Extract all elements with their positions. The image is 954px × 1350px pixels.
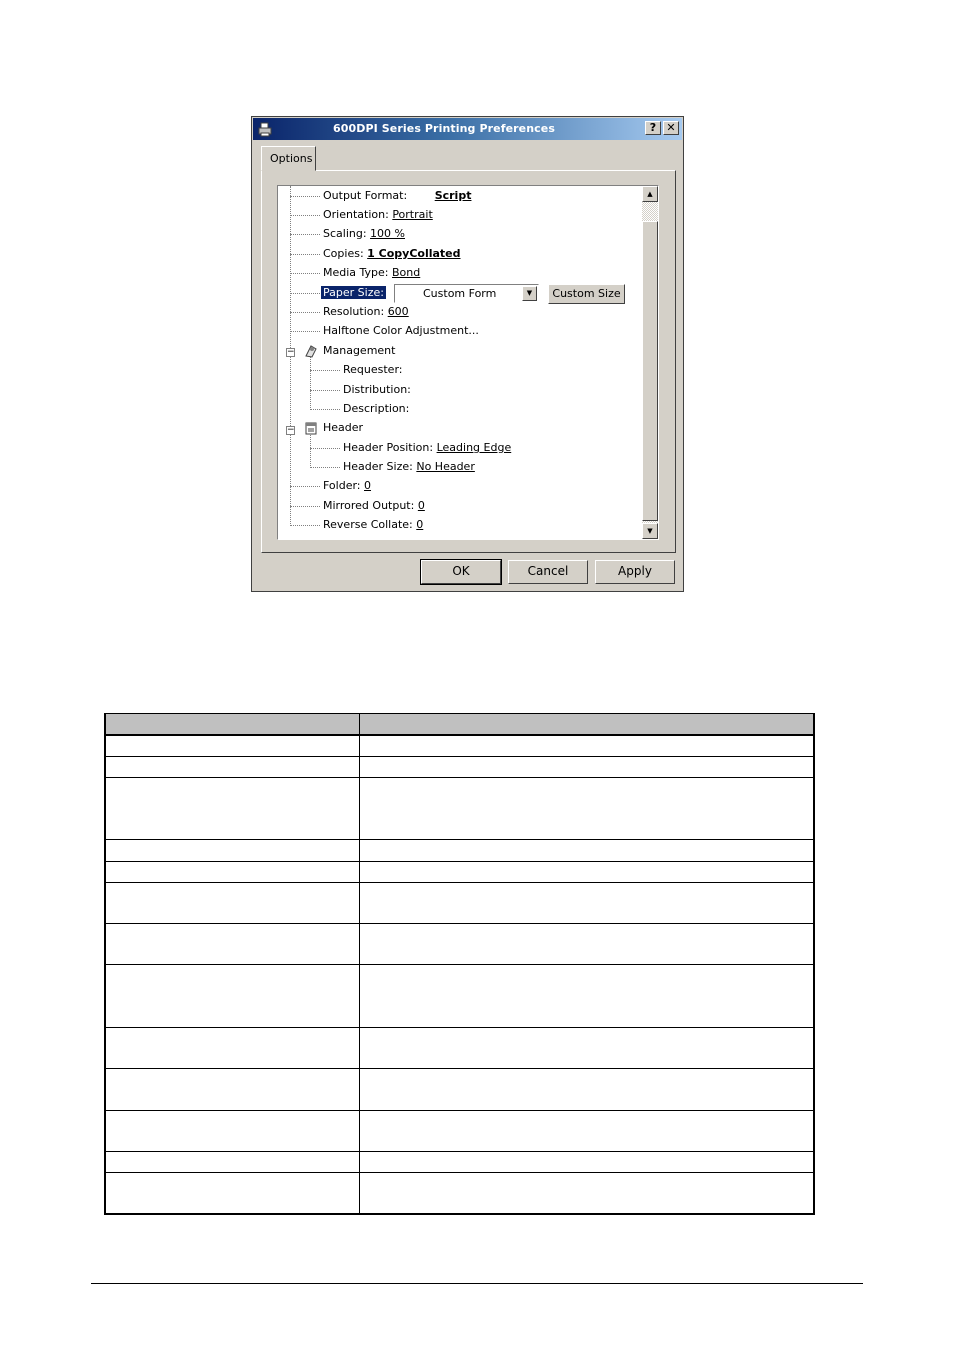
table-cell xyxy=(359,777,814,839)
tree-item-requester[interactable]: Requester: xyxy=(343,363,403,376)
table-row xyxy=(105,840,814,861)
table-cell xyxy=(105,924,359,965)
tree-line xyxy=(290,506,320,507)
chevron-down-icon[interactable]: ▼ xyxy=(522,286,537,301)
scroll-up-icon[interactable]: ▲ xyxy=(642,186,658,202)
table-cell xyxy=(359,1027,814,1068)
dialog-title: 600DPI Series Printing Preferences xyxy=(333,122,555,135)
table-cell xyxy=(105,882,359,923)
header-position-value[interactable]: Leading Edge xyxy=(436,441,512,454)
custom-size-button[interactable]: Custom Size xyxy=(548,284,625,304)
table-header-cell xyxy=(359,714,814,736)
tree-item-copies[interactable]: Copies: 1 CopyCollated xyxy=(323,247,461,260)
tree-item-header[interactable]: Header xyxy=(323,421,364,434)
table-cell xyxy=(105,777,359,839)
table-cell xyxy=(105,965,359,1027)
scroll-thumb[interactable] xyxy=(642,221,658,521)
paper-size-dropdown[interactable] xyxy=(394,284,539,303)
tree-line xyxy=(290,273,320,274)
tree-item-header-size[interactable]: Header Size: No Header xyxy=(343,460,475,473)
table-header-cell xyxy=(105,714,359,736)
resolution-value[interactable]: 600 xyxy=(387,305,409,318)
table-cell xyxy=(105,840,359,861)
tree-line xyxy=(290,215,320,216)
options-tree-view[interactable] xyxy=(277,185,659,540)
paper-size-label: Paper Size: xyxy=(323,286,384,299)
header-size-value[interactable]: No Header xyxy=(416,460,475,473)
tree-item-paper-size[interactable] xyxy=(321,286,386,300)
table-cell xyxy=(359,1069,814,1110)
orientation-value[interactable]: Portrait xyxy=(392,208,433,221)
tree-line xyxy=(310,409,340,410)
tree-item-header-position[interactable]: Header Position: Leading Edge xyxy=(343,441,512,454)
tree-line xyxy=(310,435,311,468)
table-row xyxy=(105,965,814,1027)
table-cell xyxy=(105,1151,359,1172)
table-row xyxy=(105,735,814,756)
tab-options-label: Options xyxy=(270,152,313,165)
tree-item-reverse-collate[interactable]: Reverse Collate: 0 xyxy=(323,518,424,531)
table-cell xyxy=(105,1069,359,1110)
table-cell xyxy=(105,1173,359,1214)
table-cell xyxy=(105,1027,359,1068)
title-bar[interactable] xyxy=(253,118,682,140)
scaling-value[interactable]: 100 % xyxy=(370,227,405,240)
close-button[interactable]: ✕ xyxy=(663,121,679,135)
table-row xyxy=(105,924,814,965)
tree-line xyxy=(290,293,320,294)
table-cell xyxy=(105,756,359,777)
scroll-down-icon[interactable]: ▼ xyxy=(642,523,658,539)
tree-line xyxy=(290,331,320,332)
table-row xyxy=(105,1069,814,1110)
table-row xyxy=(105,1173,814,1214)
management-icon xyxy=(303,343,319,359)
table-header-row xyxy=(105,714,814,736)
tree-line xyxy=(310,370,340,371)
copies-value[interactable]: 1 CopyCollated xyxy=(367,247,461,260)
table-cell xyxy=(105,861,359,882)
table-cell xyxy=(359,1151,814,1172)
tree-line xyxy=(310,357,311,410)
tree-line xyxy=(290,254,320,255)
tree-item-folder[interactable]: Folder: 0 xyxy=(323,479,372,492)
table-row xyxy=(105,1027,814,1068)
table-cell xyxy=(359,965,814,1027)
tree-item-description[interactable]: Description: xyxy=(343,402,410,415)
table-cell xyxy=(359,882,814,923)
table-row xyxy=(105,777,814,839)
folder-value[interactable]: 0 xyxy=(364,479,372,492)
media-type-value[interactable]: Bond xyxy=(392,266,421,279)
tree-line xyxy=(290,486,320,487)
tree-item-resolution[interactable]: Resolution: 600 xyxy=(323,305,409,318)
tree-item-mirrored-output[interactable]: Mirrored Output: 0 xyxy=(323,499,425,512)
table-row xyxy=(105,1110,814,1151)
printer-icon xyxy=(257,121,273,137)
tree-item-orientation[interactable]: Orientation: Portrait xyxy=(323,208,433,221)
table-cell xyxy=(359,861,814,882)
tree-line xyxy=(290,312,320,313)
collapse-header-icon[interactable]: − xyxy=(287,425,295,435)
tree-item-distribution[interactable]: Distribution: xyxy=(343,383,411,396)
collapse-management-icon[interactable]: − xyxy=(287,347,295,357)
table-row xyxy=(105,861,814,882)
apply-button[interactable]: Apply xyxy=(595,560,675,584)
vertical-scrollbar[interactable] xyxy=(642,186,658,539)
table-cell xyxy=(359,924,814,965)
table-row xyxy=(105,882,814,923)
tree-content xyxy=(278,186,642,539)
tree-item-media-type[interactable]: Media Type: Bond xyxy=(323,266,421,279)
help-button[interactable]: ? xyxy=(645,121,661,135)
header-page-icon xyxy=(303,420,319,436)
mirrored-output-value[interactable]: 0 xyxy=(417,499,425,512)
table-cell xyxy=(359,840,814,861)
tree-item-output-format[interactable]: Output Format: Script xyxy=(323,189,472,202)
tree-item-management[interactable]: Management xyxy=(323,344,396,357)
tree-line xyxy=(310,390,340,391)
tree-line xyxy=(290,196,320,197)
tree-line xyxy=(310,467,340,468)
cancel-button[interactable]: Cancel xyxy=(508,560,588,584)
table-row xyxy=(105,1151,814,1172)
tree-line xyxy=(290,525,320,526)
tree-line xyxy=(310,448,340,449)
tree-item-scaling[interactable]: Scaling: 100 % xyxy=(323,227,405,240)
reverse-collate-value[interactable]: 0 xyxy=(416,518,424,531)
table-cell xyxy=(359,1110,814,1151)
tab-options[interactable] xyxy=(261,146,316,171)
paper-size-value: Custom Form xyxy=(423,287,497,300)
table-row xyxy=(105,756,814,777)
table-cell xyxy=(359,756,814,777)
ok-button[interactable]: OK xyxy=(421,560,501,584)
options-description-table xyxy=(104,713,815,1215)
table-cell xyxy=(105,1110,359,1151)
printing-preferences-dialog xyxy=(251,116,684,592)
table-cell xyxy=(359,1173,814,1214)
output-format-value[interactable]: Script xyxy=(434,189,472,202)
table-cell xyxy=(359,735,814,756)
table-cell xyxy=(105,735,359,756)
footer-divider xyxy=(91,1283,863,1284)
tree-line xyxy=(290,234,320,235)
tree-item-halftone[interactable]: Halftone Color Adjustment... xyxy=(323,324,479,337)
